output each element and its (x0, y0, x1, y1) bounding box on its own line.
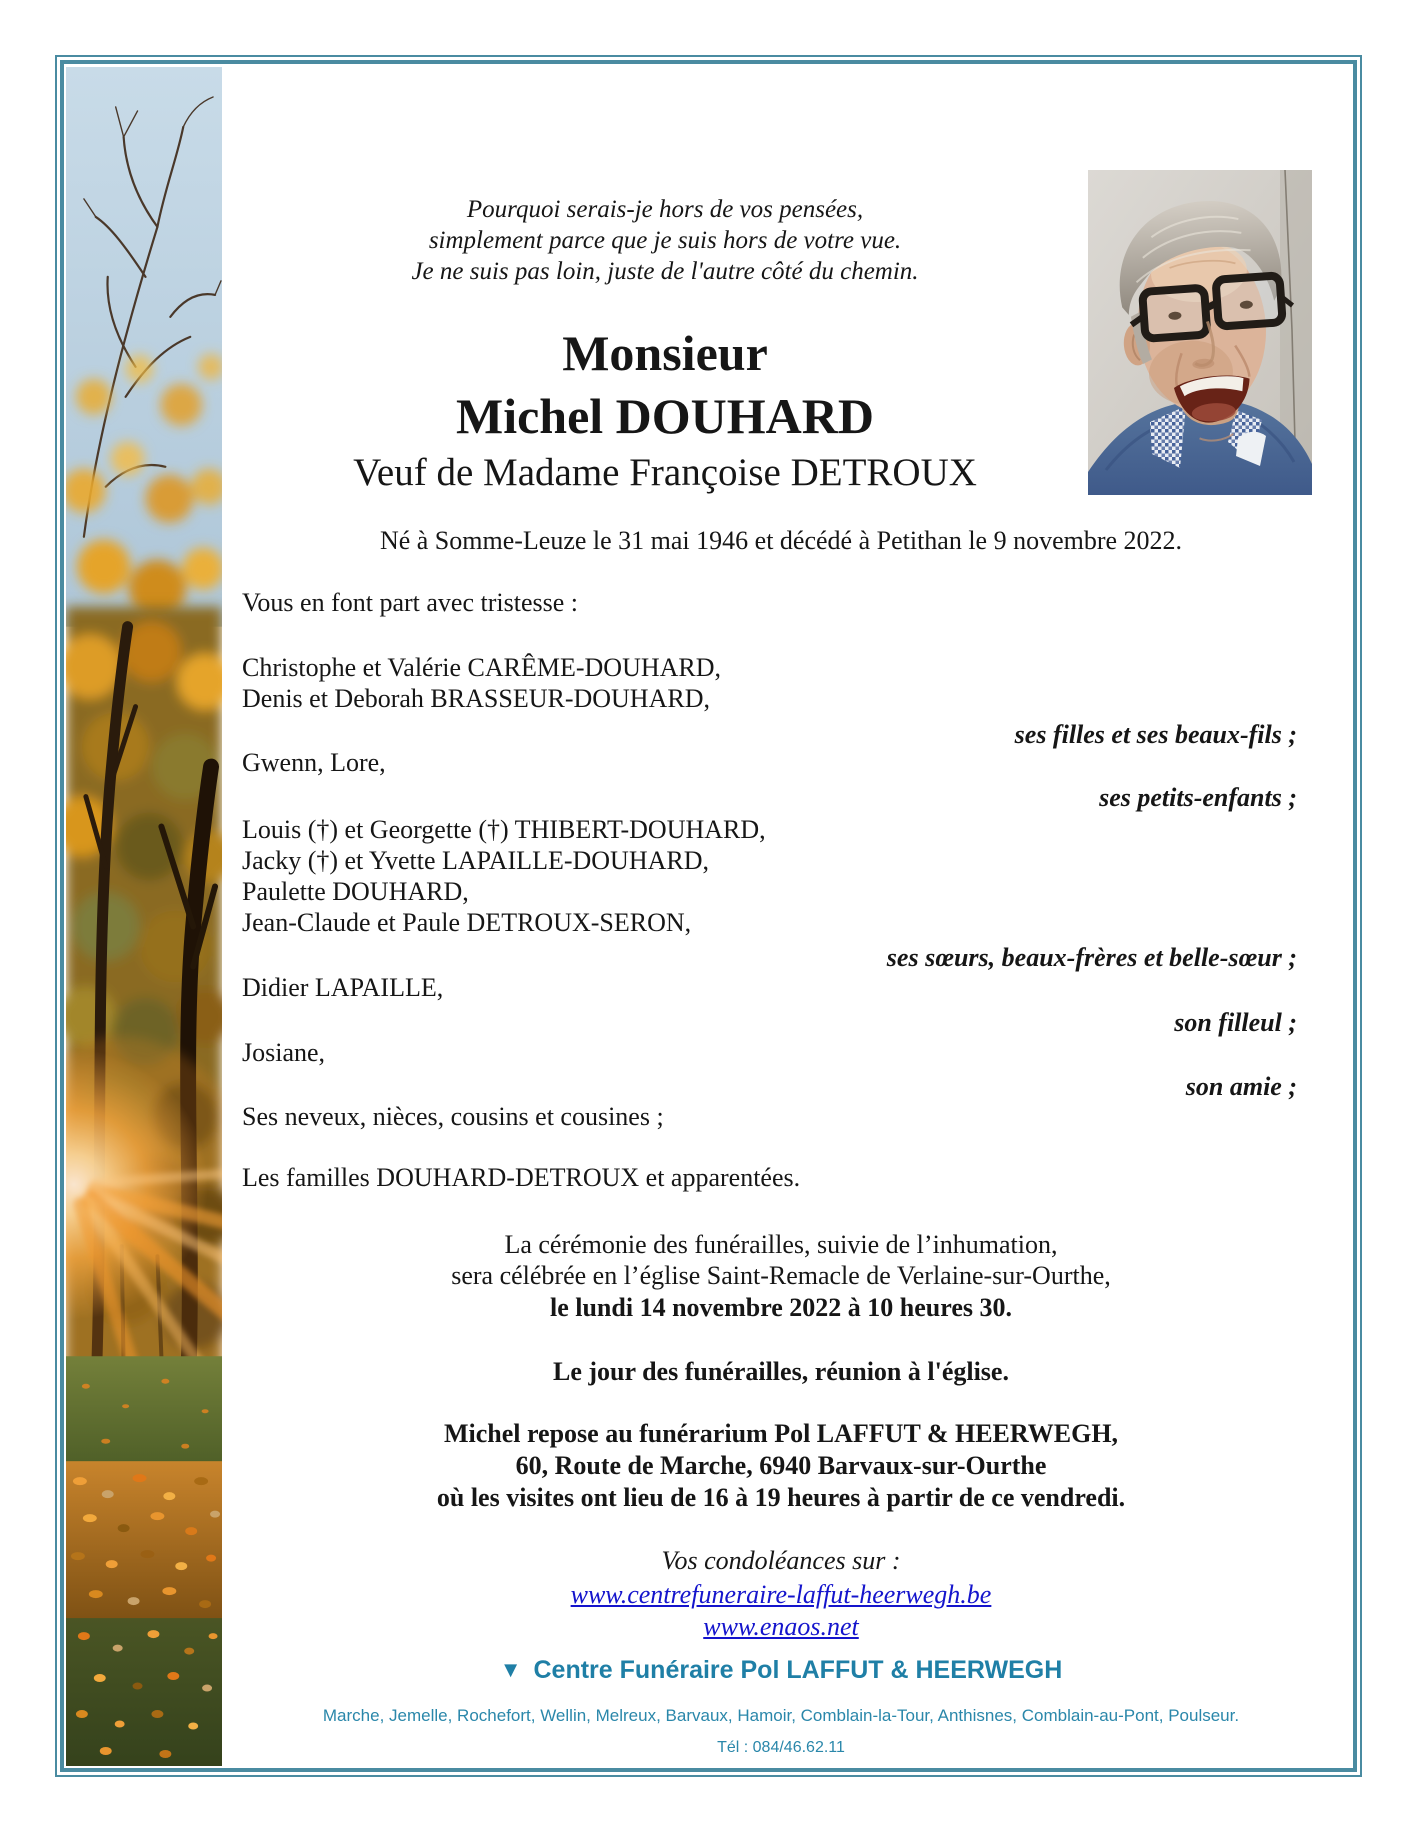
relation-godson: son filleul ; (1174, 1008, 1297, 1037)
relation-friend: son amie ; (1185, 1072, 1297, 1101)
triangle-logo-icon: ▼ (499, 1657, 522, 1682)
repose-line-2: 60, Route de Marche, 6940 Barvaux-sur-Ourthe (515, 1451, 1047, 1480)
funeral-home-website-link[interactable]: www.centrefuneraire-laffut-heerwegh.be (570, 1580, 992, 1609)
family-name-line: Josiane, (242, 1038, 326, 1067)
relation-grandchildren: ses petits-enfants ; (1099, 783, 1297, 812)
families-line: Les familles DOUHARD-DETROUX et apparentées. (242, 1163, 801, 1192)
widower-subtitle: Veuf de Madame Françoise DETROUX (353, 451, 977, 494)
portrait-photo (1088, 170, 1312, 495)
memorial-quote-line-1: Pourquoi serais-je hors de vos pensées, (466, 196, 864, 223)
enaos-website-link[interactable]: www.enaos.net (703, 1612, 859, 1641)
family-name-line: Didier LAPAILLE, (242, 973, 444, 1002)
funeral-home-locations: Marche, Jemelle, Rochefort, Wellin, Melreux, Barvaux, Hamoir, Comblain-la-Tour, Anthisnes, Comblain-au-Pont, Poulseur. (322, 1706, 1240, 1725)
family-name-line: Denis et Deborah BRASSEUR-DOUHARD, (242, 684, 710, 713)
family-name-line: Gwenn, Lore, (242, 748, 386, 777)
family-name-line: Christophe et Valérie CARÊME-DOUHARD, (242, 653, 722, 682)
family-name-line: Jacky (†) et Yvette LAPAILLE-DOUHARD, (242, 846, 709, 875)
salutation: Monsieur (562, 325, 768, 381)
relatives-line: Ses neveux, nièces, cousins et cousines ; (242, 1102, 664, 1131)
family-name-line: Jean-Claude et Paule DETROUX-SERON, (242, 908, 692, 937)
deceased-name: Michel DOUHARD (456, 388, 874, 444)
ceremony-line-2: sera célébrée en l’église Saint-Remacle de Verlaine-sur-Ourthe, (451, 1261, 1111, 1290)
funeral-home-name: Centre Funéraire Pol LAFFUT & HEERWEGH (533, 1656, 1063, 1684)
condolences-link-wrap (222, 1612, 1340, 1641)
repose-line-1: Michel repose au funérarium Pol LAFFUT & HEERWEGH, (443, 1419, 1119, 1448)
relation-siblings: ses sœurs, beaux-frères et belle-sœur ; (886, 943, 1297, 972)
ceremony-date-line: le lundi 14 novembre 2022 à 10 heures 30. (549, 1293, 1012, 1322)
relation-daughters: ses filles et ses beaux-fils ; (1014, 720, 1297, 749)
memorial-quote-line-3: Je ne suis pas loin, juste de l'autre côté du chemin. (411, 258, 919, 285)
funeral-home-phone: Tél : 084/46.62.11 (717, 1739, 845, 1756)
intro-line: Vous en font part avec tristesse : (242, 588, 578, 617)
ceremony-line-1: La cérémonie des funérailles, suivie de l’inhumation, (504, 1230, 1058, 1259)
family-name-line: Paulette DOUHARD, (242, 877, 469, 906)
birth-death-line: Né à Somme-Leuze le 31 mai 1946 et décédé à Petithan le 9 novembre 2022. (379, 526, 1183, 555)
gathering-line: Le jour des funérailles, réunion à l'église. (553, 1357, 1009, 1386)
memorial-quote-line-2: simplement parce que je suis hors de votre vue. (428, 227, 902, 254)
condolences-link-wrap (222, 1580, 1340, 1609)
condolences-intro: Vos condoléances sur : (661, 1546, 901, 1575)
autumn-trees-photo (66, 67, 222, 1766)
repose-line-3: où les visites ont lieu de 16 à 19 heures à partir de ce vendredi. (436, 1483, 1126, 1512)
funeral-home-title (222, 1656, 1340, 1684)
family-name-line: Louis (†) et Georgette (†) THIBERT-DOUHARD, (242, 815, 766, 844)
